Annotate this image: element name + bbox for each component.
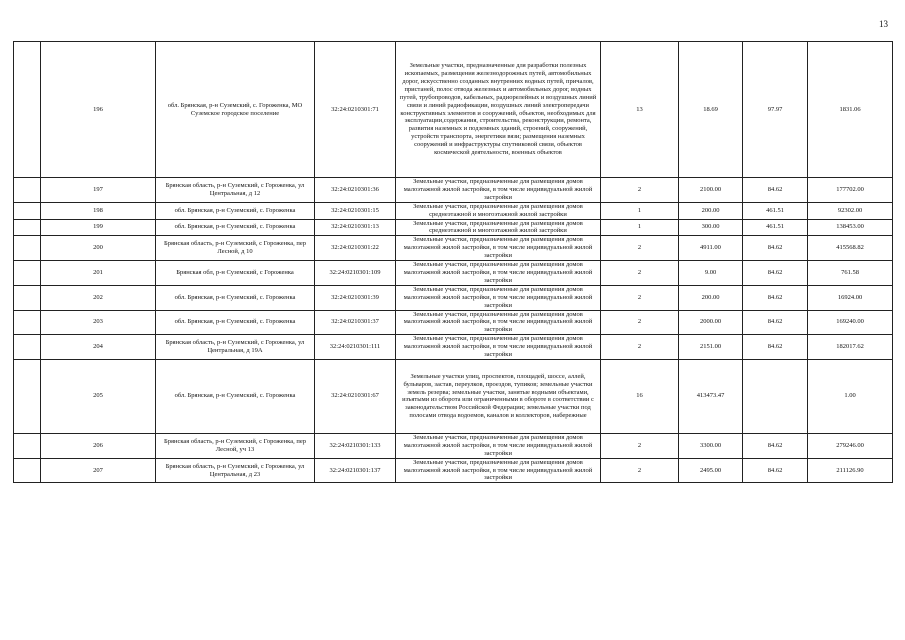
row-number-cell: 207 <box>41 458 156 483</box>
address-cell: Брянская область, р-н Суземский, с Гороженка, ул Центральная, д 12 <box>156 178 315 203</box>
land-use-description-cell: Земельные участки, предназначенные для размещения домов малоэтажной жилой застройки, в том числе индивидуальной жилой застройки <box>396 285 601 310</box>
table-row <box>14 359 893 433</box>
table-row <box>14 42 893 178</box>
table-row <box>14 202 893 219</box>
address-cell: обл. Брянская, р-н Суземский, с. Гороженка, МО Суземское городское поселение <box>156 42 315 178</box>
table-row <box>14 178 893 203</box>
area-cell: 9.00 <box>679 261 743 286</box>
cadastral-number-cell: 32:24:0210301:15 <box>315 202 396 219</box>
land-use-description-cell: Земельные участки, предназначенные для размещения домов малоэтажной жилой застройки, в том числе индивидуальной жилой застройки <box>396 178 601 203</box>
cadastral-number-cell: 32:24:0210301:13 <box>315 219 396 236</box>
blank-cell <box>14 178 41 203</box>
row-number-cell: 202 <box>41 285 156 310</box>
cadastral-value-cell: 177702.00 <box>808 178 893 203</box>
table-body <box>14 42 893 483</box>
group-number-cell: 2 <box>601 236 679 261</box>
cadastral-number-cell: 32:24:0210301:133 <box>315 433 396 458</box>
row-number-cell: 198 <box>41 202 156 219</box>
land-use-description-cell: Земельные участки улиц, проспектов, площадей, шоссе, аллей, бульваров, застав, переулков, проездов, тупиков; земельные участки земель резерва; земельные участки, занятые водными объектами, изъятыми из оборота или ограниченными в обороте в соответствии с законодательством Российской Федерации; земельные участки под полосами отвода водоемов, каналов и коллекторов, набережные <box>396 359 601 433</box>
group-number-cell: 2 <box>601 178 679 203</box>
table-row <box>14 458 893 483</box>
table-row <box>14 310 893 335</box>
area-cell: 200.00 <box>679 202 743 219</box>
specific-value-cell: 84.62 <box>743 285 808 310</box>
area-cell: 3300.00 <box>679 433 743 458</box>
cadastral-number-cell: 32:24:0210301:37 <box>315 310 396 335</box>
land-registry-table <box>13 41 893 483</box>
address-cell: Брянская область, р-н Суземский, с Гороженка, ул Центральная, д 19А <box>156 335 315 360</box>
specific-value-cell: 461.51 <box>743 219 808 236</box>
blank-cell <box>14 433 41 458</box>
row-number-cell: 197 <box>41 178 156 203</box>
row-number-cell: 206 <box>41 433 156 458</box>
group-number-cell: 13 <box>601 42 679 178</box>
specific-value-cell <box>743 359 808 433</box>
land-use-description-cell: Земельные участки, предназначенные для размещения домов малоэтажной жилой застройки, в том числе индивидуальной жилой застройки <box>396 310 601 335</box>
row-number-cell: 200 <box>41 236 156 261</box>
cadastral-value-cell: 138453.00 <box>808 219 893 236</box>
group-number-cell: 2 <box>601 433 679 458</box>
cadastral-value-cell: 279246.00 <box>808 433 893 458</box>
blank-cell <box>14 219 41 236</box>
area-cell: 2495.00 <box>679 458 743 483</box>
group-number-cell: 2 <box>601 310 679 335</box>
address-cell: обл. Брянская, р-н Суземский, с. Гороженка <box>156 285 315 310</box>
cadastral-value-cell: 169240.00 <box>808 310 893 335</box>
cadastral-value-cell: 211126.90 <box>808 458 893 483</box>
area-cell: 2100.00 <box>679 178 743 203</box>
specific-value-cell: 84.62 <box>743 178 808 203</box>
row-number-cell: 201 <box>41 261 156 286</box>
cadastral-value-cell: 415568.82 <box>808 236 893 261</box>
specific-value-cell: 97.97 <box>743 42 808 178</box>
table-row <box>14 261 893 286</box>
cadastral-value-cell: 1831.06 <box>808 42 893 178</box>
land-use-description-cell: Земельные участки, предназначенные для разработки полезных ископаемых, размещения железнодорожных путей, автомобильных дорог, искусственно созданных внутренних водных путей, причалов, пристаней, полос отвода железных и автомобильных дорог, водных путей, трубопроводов, кабельных, радиорелейных и воздушных линий связи и линий радиофикации, воздушных линий электропередачи конструктивных элементов и сооружений, объектов, необходимых для эксплуатации,содержания, строительства, реконструкции, ремонта, развития наземных и подземных зданий, строений, сооружений, устройств транспорта, энергетики вязи; размещения наземных сооружений и инфраструктуры спутниковой связи, объектов космической деятельности, военных объектов <box>396 42 601 178</box>
group-number-cell: 1 <box>601 219 679 236</box>
table-row <box>14 236 893 261</box>
specific-value-cell: 461.51 <box>743 202 808 219</box>
land-use-description-cell: Земельные участки, предназначенные для размещения домов малоэтажной жилой застройки, в том числе индивидуальной жилой застройки <box>396 458 601 483</box>
area-cell: 413473.47 <box>679 359 743 433</box>
specific-value-cell: 84.62 <box>743 335 808 360</box>
cadastral-number-cell: 32:24:0210301:22 <box>315 236 396 261</box>
blank-cell <box>14 285 41 310</box>
table-row <box>14 335 893 360</box>
cadastral-number-cell: 32:24:0210301:39 <box>315 285 396 310</box>
land-use-description-cell: Земельные участки, предназначенные для размещения домов среднеэтажной и многоэтажной жилой застройки <box>396 202 601 219</box>
group-number-cell: 2 <box>601 285 679 310</box>
table-row <box>14 433 893 458</box>
row-number-cell: 196 <box>41 42 156 178</box>
table-row <box>14 285 893 310</box>
cadastral-number-cell: 32:24:0210301:137 <box>315 458 396 483</box>
page-number: 13 <box>879 19 888 29</box>
cadastral-number-cell: 32:24:0210301:111 <box>315 335 396 360</box>
specific-value-cell: 84.62 <box>743 433 808 458</box>
group-number-cell: 16 <box>601 359 679 433</box>
blank-cell <box>14 202 41 219</box>
group-number-cell: 2 <box>601 335 679 360</box>
area-cell: 2151.00 <box>679 335 743 360</box>
land-use-description-cell: Земельные участки, предназначенные для размещения домов малоэтажной жилой застройки, в том числе индивидуальной жилой застройки <box>396 433 601 458</box>
address-cell: Брянская область, р-н Суземский, с Гороженка, пер Лесной, уч 13 <box>156 433 315 458</box>
blank-cell <box>14 359 41 433</box>
cadastral-value-cell: 92302.00 <box>808 202 893 219</box>
cadastral-value-cell: 182017.62 <box>808 335 893 360</box>
land-use-description-cell: Земельные участки, предназначенные для размещения домов малоэтажной жилой застройки, в том числе индивидуальной жилой застройки <box>396 236 601 261</box>
specific-value-cell: 84.62 <box>743 236 808 261</box>
blank-cell <box>14 42 41 178</box>
address-cell: Брянская область, р-н Суземский, с Гороженка, ул Центральная, д 23 <box>156 458 315 483</box>
group-number-cell: 1 <box>601 202 679 219</box>
address-cell: Брянская обл, р-н Суземский, с Гороженка <box>156 261 315 286</box>
cadastral-value-cell: 761.58 <box>808 261 893 286</box>
address-cell: обл. Брянская, р-н Суземский, с. Гороженка <box>156 219 315 236</box>
cadastral-value-cell: 1.00 <box>808 359 893 433</box>
row-number-cell: 203 <box>41 310 156 335</box>
area-cell: 2000.00 <box>679 310 743 335</box>
specific-value-cell: 84.62 <box>743 310 808 335</box>
land-use-description-cell: Земельные участки, предназначенные для размещения домов малоэтажной жилой застройки, в том числе индивидуальной жилой застройки <box>396 261 601 286</box>
blank-cell <box>14 458 41 483</box>
cadastral-number-cell: 32:24:0210301:109 <box>315 261 396 286</box>
address-cell: обл. Брянская, р-н Суземский, с. Гороженка <box>156 310 315 335</box>
land-use-description-cell: Земельные участки, предназначенные для размещения домов малоэтажной жилой застройки, в том числе индивидуальной жилой застройки <box>396 335 601 360</box>
specific-value-cell: 84.62 <box>743 261 808 286</box>
cadastral-number-cell: 32:24:0210301:71 <box>315 42 396 178</box>
cadastral-number-cell: 32:24:0210301:36 <box>315 178 396 203</box>
table-row <box>14 219 893 236</box>
area-cell: 4911.00 <box>679 236 743 261</box>
blank-cell <box>14 261 41 286</box>
land-use-description-cell: Земельные участки, предназначенные для размещения домов среднеэтажной и многоэтажной жилой застройки <box>396 219 601 236</box>
area-cell: 300.00 <box>679 219 743 236</box>
address-cell: обл. Брянская, р-н Суземский, с. Гороженка <box>156 202 315 219</box>
group-number-cell: 2 <box>601 458 679 483</box>
specific-value-cell: 84.62 <box>743 458 808 483</box>
blank-cell <box>14 236 41 261</box>
area-cell: 18.69 <box>679 42 743 178</box>
cadastral-number-cell: 32:24:0210301:67 <box>315 359 396 433</box>
address-cell: Брянская область, р-н Суземский, с Гороженка, пер Лесной, д 10 <box>156 236 315 261</box>
address-cell: обл. Брянская, р-н Суземский, с. Гороженка <box>156 359 315 433</box>
row-number-cell: 205 <box>41 359 156 433</box>
row-number-cell: 204 <box>41 335 156 360</box>
blank-cell <box>14 310 41 335</box>
cadastral-value-cell: 16924.00 <box>808 285 893 310</box>
row-number-cell: 199 <box>41 219 156 236</box>
group-number-cell: 2 <box>601 261 679 286</box>
area-cell: 200.00 <box>679 285 743 310</box>
blank-cell <box>14 335 41 360</box>
